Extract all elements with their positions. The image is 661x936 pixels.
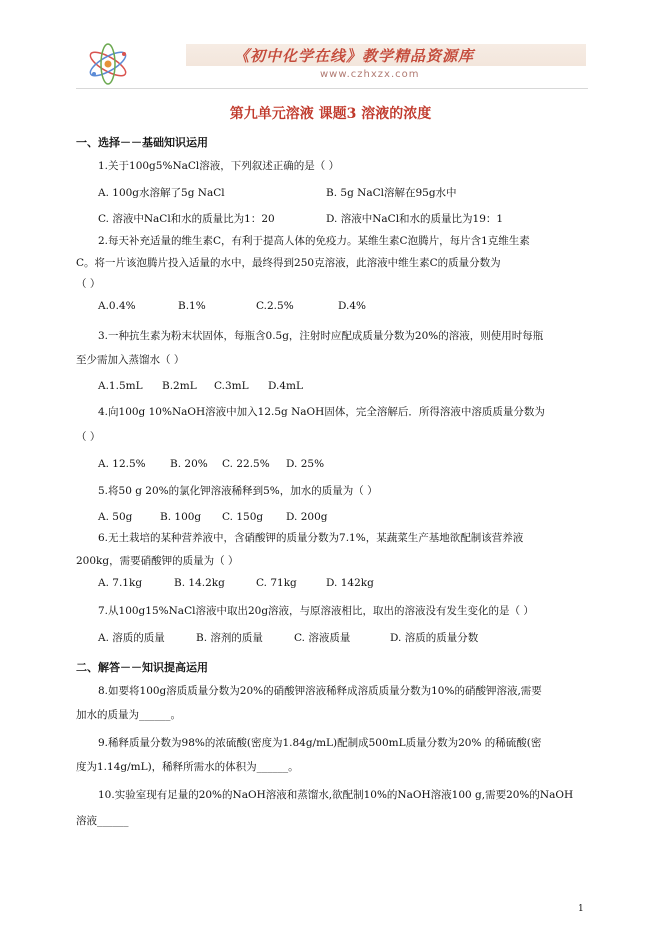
q4-option-a: A. 12.5% bbox=[98, 458, 146, 470]
q2-option-a: A.0.4% bbox=[98, 300, 136, 312]
q5-option-b: B. 100g bbox=[160, 511, 202, 523]
q1-option-c: C. 溶液中NaCl和水的质量比为1：20 bbox=[98, 213, 275, 225]
q9-line-1: 9.稀释质量分数为98%的浓硫酸(密度为1.84g/mL)配制成500mL质量分数为20% 的稀硫酸(密 bbox=[98, 737, 542, 749]
q2-line-1: 2.每天补充适量的维生素C，有利于提高人体的免疫力。某维生素C泡腾片，每片含1克维生素 bbox=[98, 235, 530, 247]
q6-option-b: B. 14.2kg bbox=[174, 577, 225, 589]
q4-option-c: C. 22.5% bbox=[222, 458, 270, 470]
q1-option-a: A. 100g水溶解了5g NaCl bbox=[98, 187, 225, 199]
q2-line-3: （ ） bbox=[76, 278, 101, 290]
q1-option-b: B. 5g NaCl溶解在95g水中 bbox=[326, 187, 457, 199]
q7-stem: 7.从100g15%NaCl溶液中取出20g溶液，与原溶液相比，取出的溶液没有发生变化的是（ ） bbox=[98, 605, 534, 617]
q7-option-a: A. 溶质的质量 bbox=[98, 632, 165, 644]
q3-option-b: B.2mL bbox=[162, 380, 197, 392]
section-1-heading: 一、选择－－基础知识运用 bbox=[76, 136, 208, 149]
q4-line-1: 4.向100g 10%NaOH溶液中加入12.5g NaOH固体，完全溶解后．所得溶液中溶质质量分数为 bbox=[98, 406, 545, 418]
q10-line-2: 溶液______ bbox=[76, 815, 129, 827]
q3-option-d: D.4mL bbox=[268, 380, 303, 392]
q8-line-2: 加水的质量为______。 bbox=[76, 709, 181, 721]
section-2-heading: 二、解答－－知识提高运用 bbox=[76, 661, 208, 674]
q5-option-d: D. 200g bbox=[286, 511, 328, 523]
q5-option-c: C. 150g bbox=[222, 511, 264, 523]
page-title: 第九单元溶液 课题3 溶液的浓度 bbox=[229, 106, 432, 122]
q3-option-c: C.3mL bbox=[214, 380, 249, 392]
q4-line-2: （ ） bbox=[76, 431, 101, 443]
q9-line-2: 度为1.14g/mL)，稀释所需水的体积为______。 bbox=[76, 761, 299, 773]
q6-line-2: 200kg，需要硝酸钾的质量为（ ） bbox=[76, 555, 239, 567]
q6-option-d: D. 142kg bbox=[326, 577, 374, 589]
q7-option-c: C. 溶液质量 bbox=[294, 632, 351, 644]
q5-option-a: A. 50g bbox=[98, 511, 133, 523]
q3-line-2: 至少需加入蒸馏水（ ） bbox=[76, 354, 185, 366]
q2-option-c: C.2.5% bbox=[256, 300, 294, 312]
q6-option-c: C. 71kg bbox=[256, 577, 297, 589]
q5-stem: 5.将50 g 20%的氯化钾溶液稀释到5%，加水的质量为（ ） bbox=[98, 485, 378, 497]
q10-line-1: 10.实验室现有足量的20%的NaOH溶液和蒸馏水,欲配制10%的NaOH溶液100 g,需要20%的NaOH bbox=[98, 789, 574, 801]
q1-stem: 1.关于100g5%NaCl溶液，下列叙述正确的是（ ） bbox=[98, 160, 340, 172]
q1-option-d: D. 溶液中NaCl和水的质量比为19：1 bbox=[326, 213, 504, 225]
q3-option-a: A.1.5mL bbox=[98, 380, 143, 392]
q4-option-d: D. 25% bbox=[286, 458, 325, 470]
q7-option-b: B. 溶剂的质量 bbox=[196, 632, 263, 644]
page-number: 1 bbox=[578, 904, 584, 914]
q2-option-d: D.4% bbox=[338, 300, 367, 312]
q8-line-1: 8.如要将100g溶质质量分数为20%的硝酸钾溶液稀释成溶质质量分数为10%的硝酸钾溶液,需要 bbox=[98, 685, 542, 697]
banner-url: www.czhxzx.com bbox=[320, 69, 420, 80]
banner-title: 《初中化学在线》教学精品资源库 bbox=[234, 47, 475, 65]
q2-line-2: C。将一片该泡腾片投入适量的水中，最终得到250克溶液，此溶液中维生素C的质量分数为 bbox=[76, 257, 501, 269]
header-banner bbox=[76, 38, 588, 90]
atom-logo-icon bbox=[84, 40, 132, 88]
q6-option-a: A. 7.1kg bbox=[98, 577, 143, 589]
q4-option-b: B. 20% bbox=[170, 458, 208, 470]
header-rule bbox=[76, 88, 588, 89]
q6-line-1: 6.无土栽培的某种营养液中，含硝酸钾的质量分数为7.1%，某蔬菜生产基地欲配制该营养液 bbox=[98, 532, 524, 544]
q3-line-1: 3.一种抗生素为粉末状固体，每瓶含0.5g，注射时应配成质量分数为20%的溶液，则使用时每瓶 bbox=[98, 330, 544, 342]
q7-option-d: D. 溶质的质量分数 bbox=[390, 632, 479, 644]
q2-option-b: B.1% bbox=[178, 300, 206, 312]
